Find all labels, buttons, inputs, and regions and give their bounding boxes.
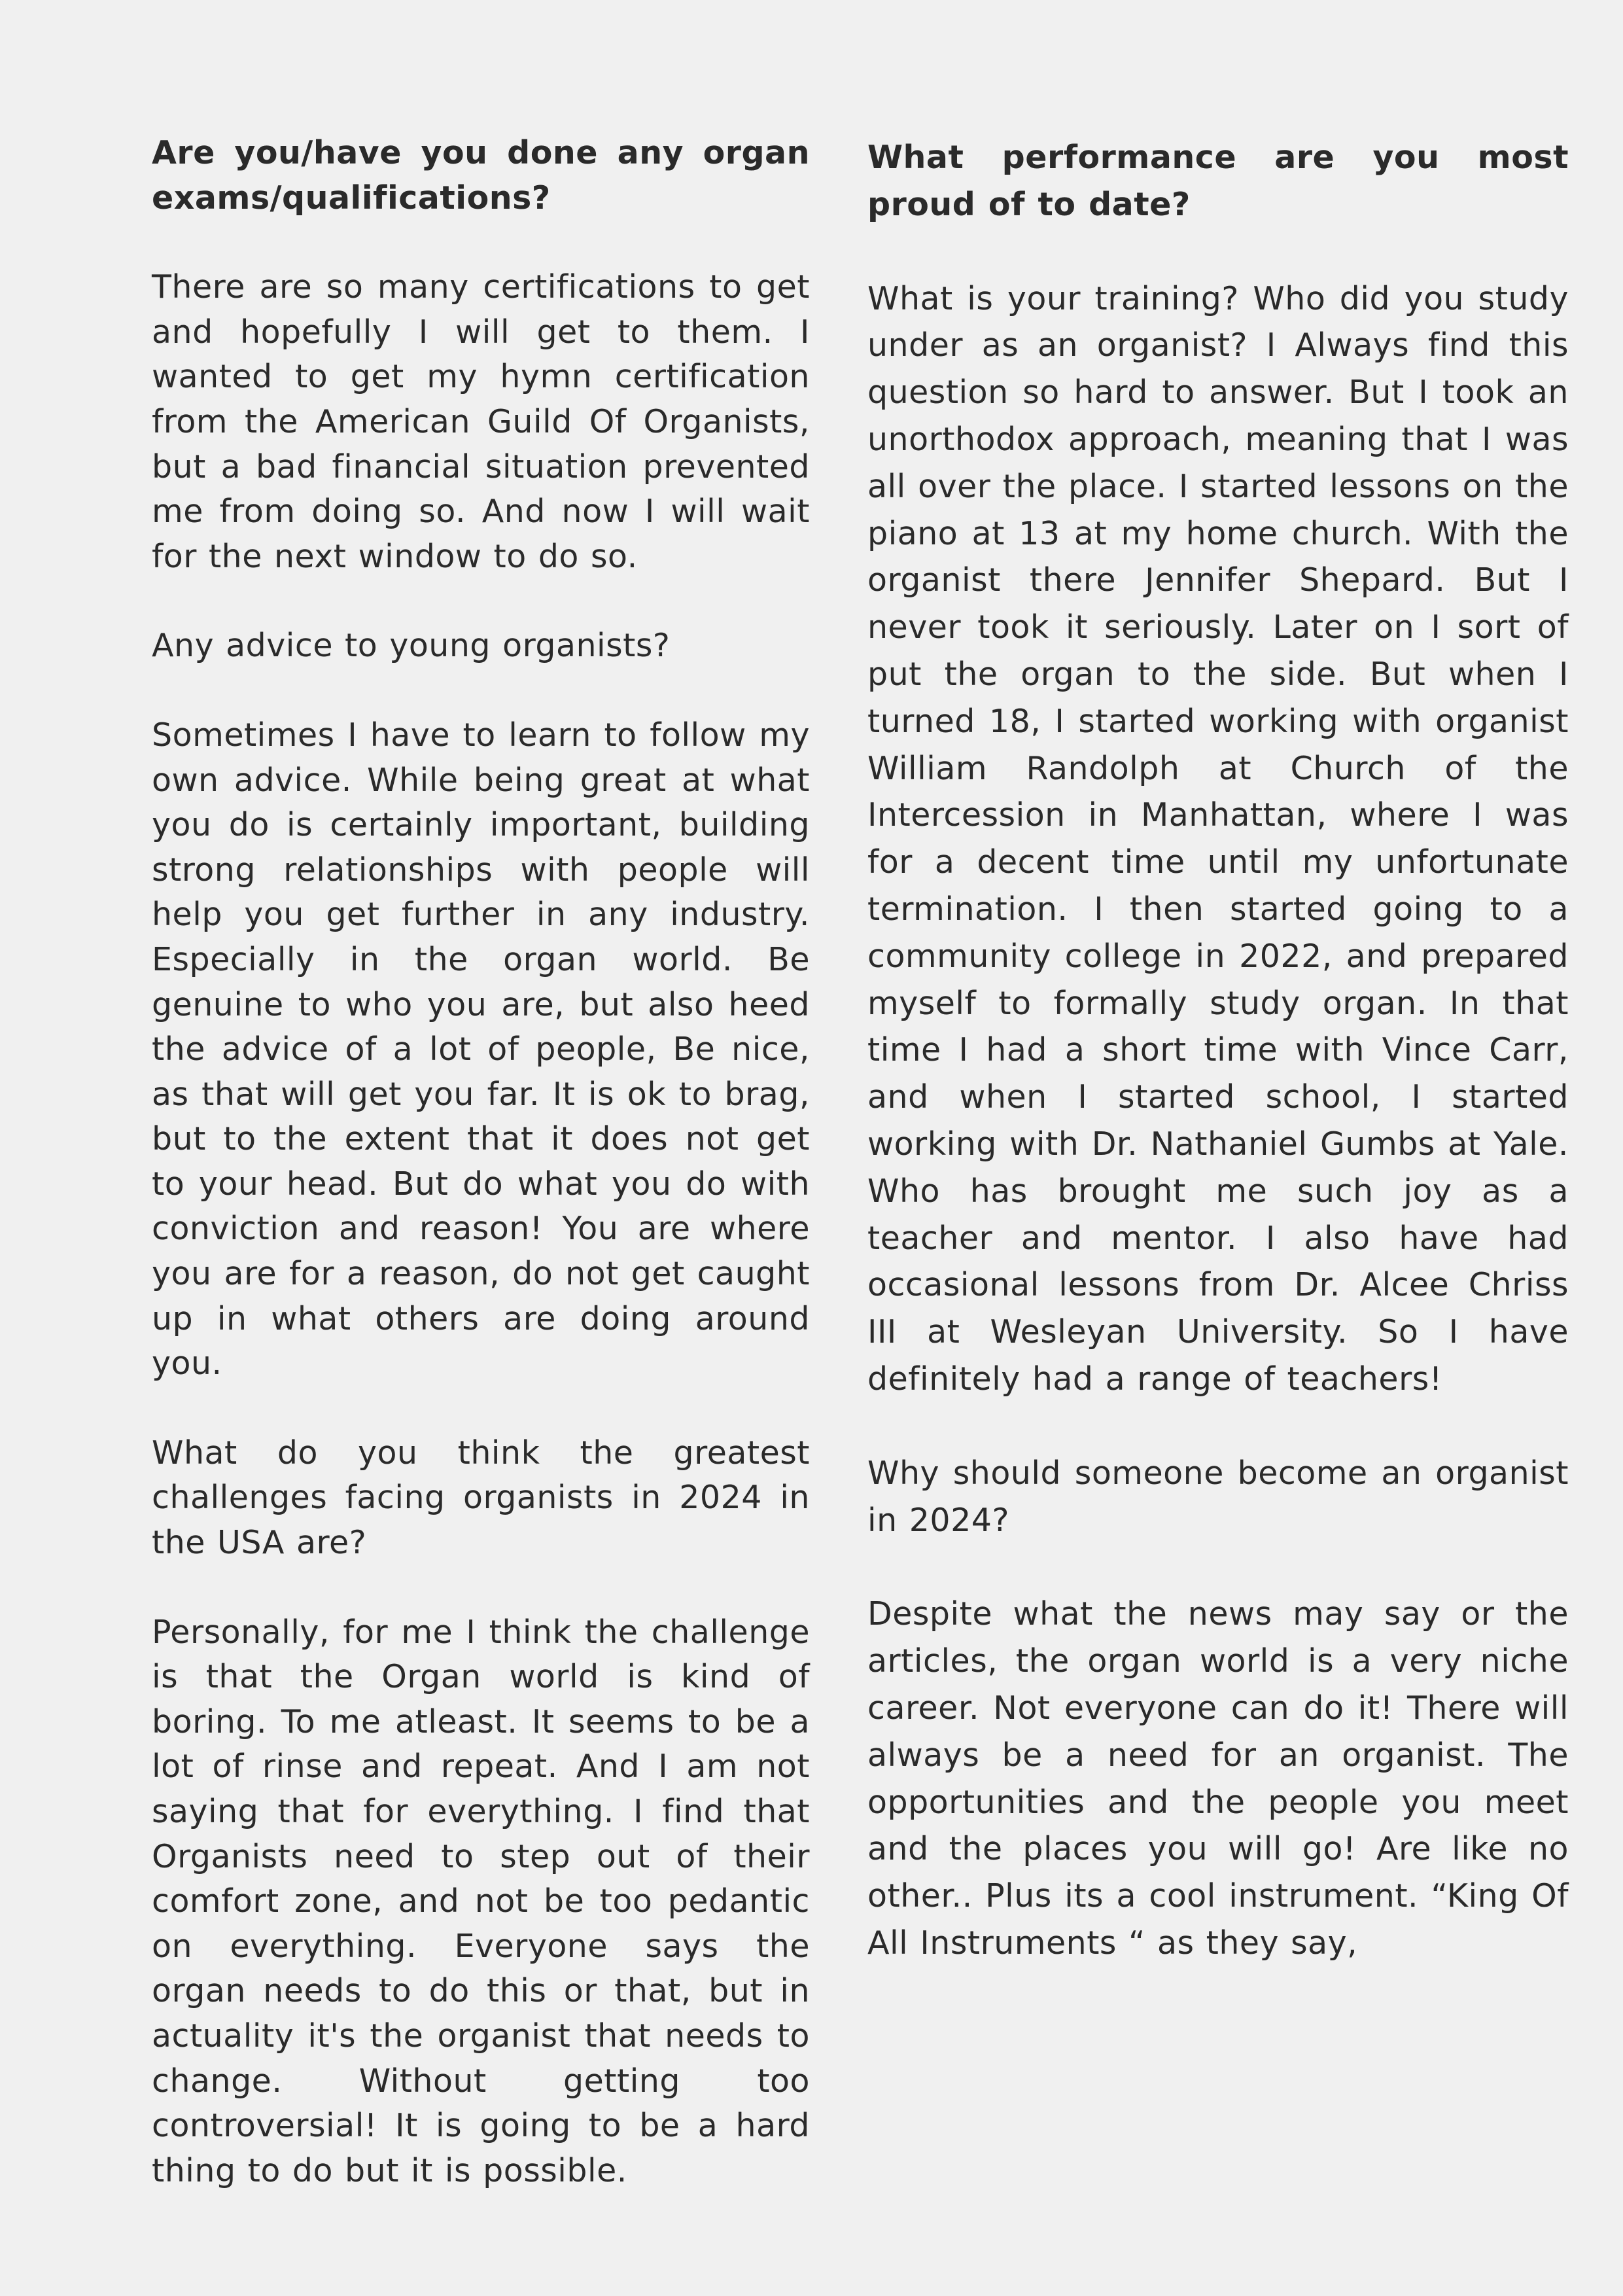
left-answer-exams: There are so many certifications to get and hopefully I will get to them. I wanted to get my hymn certification from the American Guild Of Organists, but a bad financial situation prevented me from doing so. And now I will wait for the next window to do so. xyxy=(152,268,810,575)
left-answer-advice: Sometimes I have to learn to follow my own advice. While being great at what you do is certainly important, building strong relationships with people will help you get further in any industry. Especially in the organ world. Be genuine to who you are, but also heed the advice of a lot of people, Be nice, as that will get you far. It is ok to brag, but to the extent that it does not get to your head. But do what you do with conviction and reason! You are where you are for a reason, do not get caught up in what others are doing around you. xyxy=(152,716,810,1383)
left-column xyxy=(152,131,810,2238)
right-answer-training: What is your training? Who did you study under as an organist? I Always find this question so hard to answer. But I took an unorthodox approach, meaning that I was all over the place. I started lessons on the piano at 13 at my home church. With the organist there Jennifer Shepard. But I never took it seriously. Later on I sort of put the organ to the side. But when I turned 18, I started working with organist William Randolph at Church of the Intercession in Manhattan, where I was for a decent time until my unfortunate termination. I then started going to a community college in 2022, and prepared myself to formally study organ. In that time I had a short time with Vince Carr, and when I started school, I started working with Dr. Nathaniel Gumbs at Yale. Who has brought me such joy as a teacher and mentor. I also have had occasional lessons from Dr. Alcee Chriss III at Wesleyan University. So I have definitely had a range of teachers! xyxy=(867,279,1569,1398)
right-question-performance: What performance are you most proud of to date? xyxy=(867,139,1569,223)
left-answer-challenges: Personally, for me I think the challenge is that the Organ world is kind of boring. To me atleast. It seems to be a lot of rinse and repeat. And I am not saying that for everything. I find that Organists need to step out of their comfort zone, and not be too pedantic on everything. Everyone says the organ needs to do this or that, but in actuality it's the organist that needs to change. Without getting too controversial! It is going to be a hard thing to do but it is possible. xyxy=(152,1613,810,2189)
right-answer-why-organist: Despite what the news may say or the articles, the organ world is a very niche career. Not everyone can do it! There will always be a need for an organist. The opportunities and the people you meet and the places you will go! Are like no other.. Plus its a cool instrument. “King Of All Instruments “ as they say, xyxy=(867,1595,1569,1962)
right-column xyxy=(867,134,1569,2014)
left-question-challenges: What do you think the greatest challenges facing organists in 2024 in the USA are? xyxy=(152,1434,810,1562)
left-question-exams: Are you/have you done any organ exams/qualifications? xyxy=(152,134,810,217)
left-question-advice: Any advice to young organists? xyxy=(152,627,671,665)
right-question-why-organist: Why should someone become an organist in 2024? xyxy=(867,1454,1569,1539)
